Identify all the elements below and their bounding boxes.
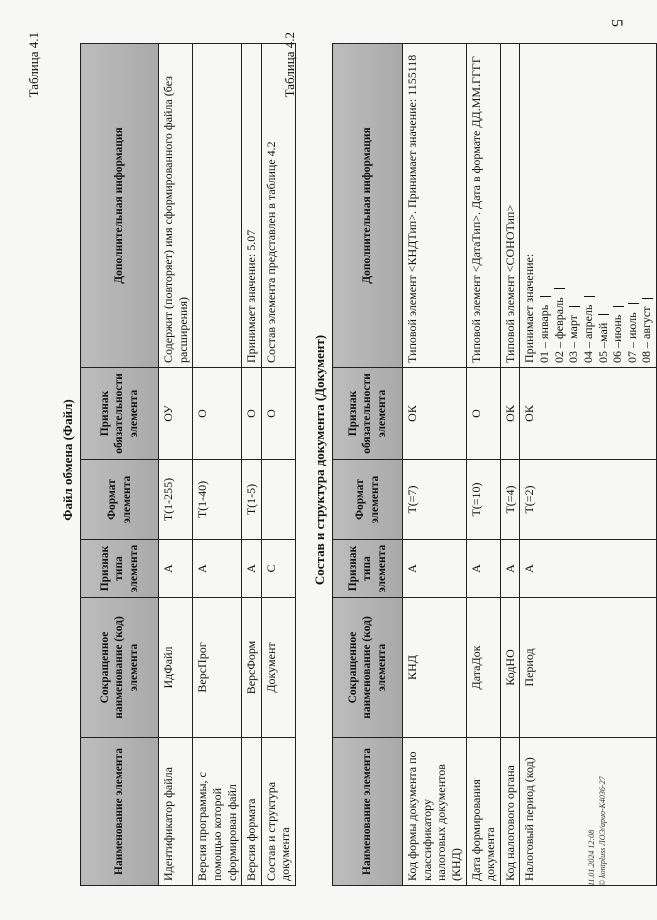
table-row xyxy=(159,44,193,886)
print-footer xyxy=(587,776,608,886)
col-header-format: Формат элемента xyxy=(81,460,159,540)
cell-type: А xyxy=(193,540,242,598)
cell-code: Документ xyxy=(261,598,295,738)
cell-name: Версия программы, с помощью которой сформирован файл xyxy=(193,738,242,886)
cell-type: А xyxy=(520,540,657,598)
cell-info-period xyxy=(520,44,657,368)
table-row xyxy=(242,44,262,886)
table-header-row xyxy=(81,44,159,886)
cell-info xyxy=(193,44,242,368)
rotated-document-sheet xyxy=(20,20,654,900)
table-row xyxy=(261,44,295,886)
period-value: 02 – февраль xyxy=(552,48,567,363)
col-header-required: Признак обязательности элемента xyxy=(333,368,403,460)
cell-name: Состав и структура документа xyxy=(261,738,295,886)
cell-required: ОК xyxy=(500,368,520,460)
cell-format: Т(=4) xyxy=(500,460,520,540)
table-row xyxy=(403,44,467,886)
cell-name: Налоговый период (код) xyxy=(520,738,657,886)
print-timestamp: 11.01.2024 12:08 xyxy=(587,829,597,886)
cell-info: Типовой элемент <КНДТип>. Принимает значение: 1155118 xyxy=(403,44,467,368)
col-header-required: Признак обязательности элемента xyxy=(81,368,159,460)
period-value: 05 –май xyxy=(596,48,611,363)
cell-code: Период xyxy=(520,598,657,738)
cell-required: О xyxy=(242,368,262,460)
cell-required: ОК xyxy=(520,368,657,460)
col-header-info: Дополнительная информация xyxy=(81,44,159,368)
cell-type: А xyxy=(466,540,500,598)
cell-type: А xyxy=(403,540,467,598)
cell-info: Содержит (повторяет) имя сформированного файла (без расширения) xyxy=(159,44,193,368)
cell-code: ВерсФорм xyxy=(242,598,262,738)
table-4-2-title: Состав и структура документа (Документ) xyxy=(312,334,327,586)
cell-required: О xyxy=(466,368,500,460)
period-value: 08 – август xyxy=(639,48,654,363)
cell-format: Т(1-255) xyxy=(159,460,193,540)
table-4-2-number: Таблица 4.2 xyxy=(282,32,297,98)
cell-name: Идентификатор файла xyxy=(159,738,193,886)
cell-type: А xyxy=(500,540,520,598)
file-exchange-table xyxy=(80,43,296,886)
period-value: 03 – март xyxy=(566,48,581,363)
cell-name: Код налогового органа xyxy=(500,738,520,886)
col-header-type: Признак типа элемента xyxy=(81,540,159,598)
col-header-code: Сокращенное наименование (код) элемента xyxy=(81,598,159,738)
col-header-info: Дополнительная информация xyxy=(333,44,403,368)
period-value: 07 – июль xyxy=(625,48,640,363)
cell-info: Типовой элемент <СОНОТип> xyxy=(500,44,520,368)
col-header-name: Наименование элемента xyxy=(81,738,159,886)
cell-required: ОК xyxy=(403,368,467,460)
col-header-format: Формат элемента xyxy=(333,460,403,540)
cell-format: Т(=10) xyxy=(466,460,500,540)
cell-info: Типовой элемент <ДатаТип>. Дата в формате ДД.ММ.ГГГГ xyxy=(466,44,500,368)
cell-format: Т(1-5) xyxy=(242,460,262,540)
cell-code: ДатаДок xyxy=(466,598,500,738)
print-source: © kontpluss ЛОЭ/apuo-К4036-27 xyxy=(597,776,607,886)
cell-code: КодНО xyxy=(500,598,520,738)
cell-info: Принимает значение: 5.07 xyxy=(242,44,262,368)
cell-type: А xyxy=(242,540,262,598)
period-value: 04 – апрель xyxy=(581,48,596,363)
cell-format: Т(1-40) xyxy=(193,460,242,540)
cell-code: ИдФайл xyxy=(159,598,193,738)
period-intro: Принимает значение: xyxy=(522,253,537,363)
table-row xyxy=(520,44,657,886)
cell-code: КНД xyxy=(403,598,467,738)
col-header-name: Наименование элемента xyxy=(333,738,403,886)
cell-required: ОУ xyxy=(159,368,193,460)
cell-type: А xyxy=(159,540,193,598)
cell-required: О xyxy=(193,368,242,460)
cell-name: Код формы документа по классификатору налоговых документов (КНД) xyxy=(403,738,467,886)
page-number: 5 xyxy=(608,19,625,27)
table-4-1-title: Файл обмена (Файл) xyxy=(60,399,75,521)
col-header-type: Признак типа элемента xyxy=(333,540,403,598)
period-value: 01 – январь xyxy=(537,48,552,363)
table-4-1-number: Таблица 4.1 xyxy=(26,32,41,98)
cell-info: Состав элемента представлен в таблице 4.2 xyxy=(261,44,295,368)
table-row xyxy=(193,44,242,886)
cell-format: Т(=7) xyxy=(403,460,467,540)
cell-format xyxy=(261,460,295,540)
table-row xyxy=(466,44,500,886)
table-row xyxy=(500,44,520,886)
table-header-row xyxy=(333,44,403,886)
col-header-code: Сокращенное наименование (код) элемента xyxy=(333,598,403,738)
cell-format: Т(=2) xyxy=(520,460,657,540)
cell-required: О xyxy=(261,368,295,460)
period-value: 06 –июнь xyxy=(610,48,625,363)
cell-code: ВерсПрог xyxy=(193,598,242,738)
cell-name: Версия формата xyxy=(242,738,262,886)
document-structure-table xyxy=(332,43,657,886)
cell-type: С xyxy=(261,540,295,598)
cell-name: Дата формирования документа xyxy=(466,738,500,886)
